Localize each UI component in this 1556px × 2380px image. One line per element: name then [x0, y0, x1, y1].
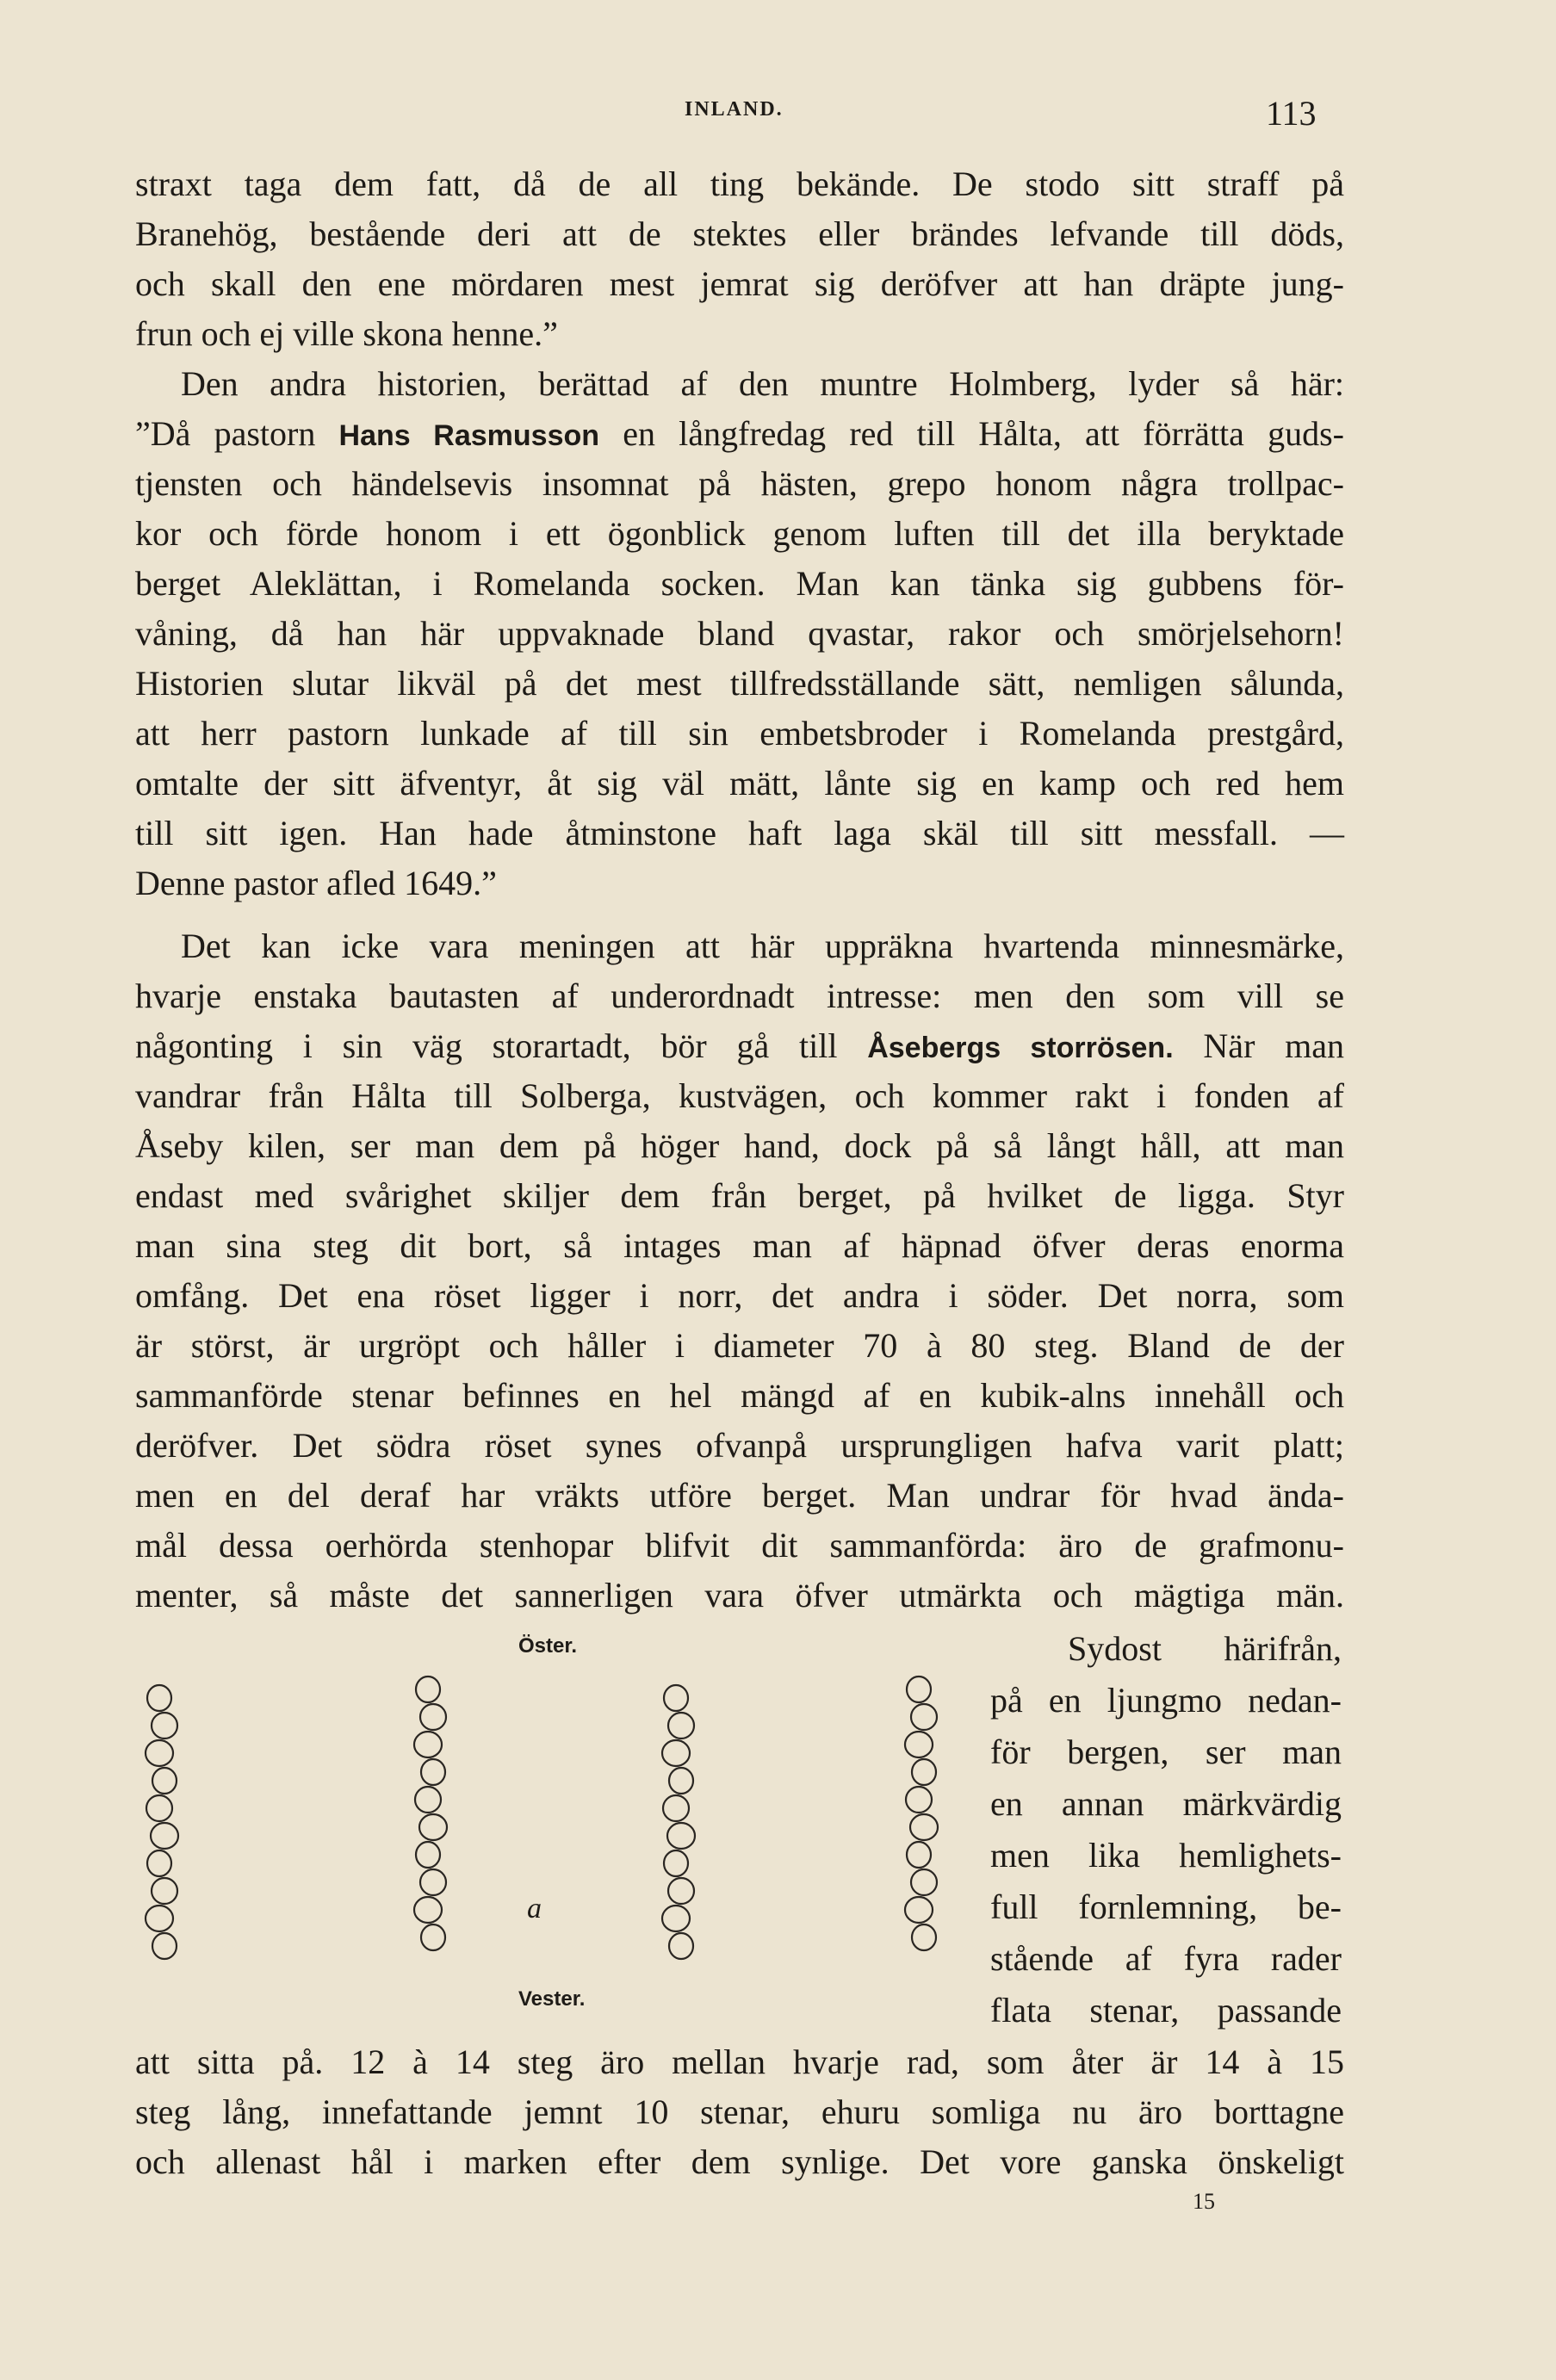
stone-mark	[905, 1897, 933, 1923]
spaced-name: Hans Rasmusson	[338, 419, 600, 452]
side-text-line: men lika hemlighets-	[990, 1836, 1342, 1875]
stone-mark	[147, 1685, 171, 1711]
stone-mark	[664, 1685, 688, 1711]
text-line: våning, då han här uppvaknade bland qvastar, rakor och smörjelsehorn!	[135, 614, 1344, 653]
text-line: menter, så måste det sannerligen vara öfver utmärkta och mägtiga män.	[135, 1576, 1344, 1615]
text-line: endast med svårighet skiljer dem från berget, på hvilket de ligga. Styr	[135, 1176, 1344, 1215]
stone-mark	[912, 1924, 936, 1950]
text-line: frun och ej ville skona henne.”	[135, 314, 558, 353]
stone-mark	[668, 1713, 694, 1739]
text-line: omfång. Det ena röset ligger i norr, det andra i söder. Det norra, som	[135, 1276, 1344, 1315]
side-text-line: stående af fyra rader	[990, 1939, 1342, 1978]
text-line: men en del deraf har vräkts utföre berget. Man undrar för hvad ända-	[135, 1476, 1344, 1515]
stone-mark	[910, 1814, 938, 1840]
stone-mark	[416, 1677, 440, 1702]
side-text-line: en annan märkvärdig	[990, 1784, 1342, 1823]
side-text-line: Sydost härifrån,	[1068, 1629, 1342, 1668]
text-line: och skall den ene mördaren mest jemrat sig deröfver att han dräpte jung-	[135, 264, 1344, 303]
text-line-pastor	[135, 409, 1344, 459]
stone-mark	[419, 1814, 447, 1840]
stone-mark	[907, 1677, 931, 1702]
text-line: mål dessa oerhörda stenhopar blifvit dit sammanförda: äro de grafmonu-	[135, 1526, 1344, 1565]
stone-mark	[152, 1713, 177, 1739]
stone-mark	[911, 1704, 937, 1730]
stone-mark	[668, 1878, 694, 1904]
stone-mark	[152, 1768, 177, 1794]
stone-mark	[907, 1842, 931, 1868]
side-text-line: full fornlemning, be-	[990, 1887, 1342, 1926]
stone-mark	[416, 1842, 440, 1868]
text-line: vandrar från Hålta till Solberga, kustvägen, och kommer rakt i fonden af	[135, 1076, 1344, 1115]
figure-label-east: Öster.	[518, 1634, 578, 1658]
stone-mark	[420, 1869, 446, 1895]
text-line: man sina steg dit bort, så intages man af häpnad öfver deras enorma	[135, 1226, 1344, 1265]
stone-mark	[421, 1924, 445, 1950]
text-segment: en långfredag red till Hålta, att förrätta guds-	[623, 414, 1344, 453]
figure-label-west: Vester.	[518, 1987, 586, 2011]
stone-rows-figure	[129, 1634, 982, 2022]
stone-mark	[662, 1740, 690, 1766]
stone-mark	[911, 1869, 937, 1895]
text-line: Det kan icke vara meningen att här uppräkna hvartenda minnesmärke,	[181, 927, 1344, 965]
text-line: tjensten och händelsevis insomnat på hästen, grepo honom några trollpac-	[135, 464, 1344, 503]
text-line: kor och förde honom i ett ögonblick genom luften till det illa beryktade	[135, 514, 1344, 553]
stone-mark	[414, 1732, 442, 1757]
text-line: och allenast hål i marken efter dem synlige. Det vore ganska önskeligt	[135, 2142, 1344, 2181]
side-text-line: på en ljungmo nedan-	[990, 1681, 1342, 1720]
stone-mark	[414, 1897, 442, 1923]
stone-mark	[146, 1906, 173, 1931]
text-segment: När man	[1203, 1026, 1345, 1065]
side-text-line: flata stenar, passande	[990, 1991, 1342, 2030]
text-line: hvarje enstaka bautasten af underordnadt intresse: men den som vill se	[135, 976, 1344, 1015]
stone-mark	[669, 1933, 693, 1959]
figure-letter: a	[527, 1893, 542, 1924]
stone-mark	[912, 1759, 936, 1785]
stone-mark	[146, 1740, 173, 1766]
stone-mark	[151, 1823, 178, 1849]
stone-mark	[667, 1823, 695, 1849]
page-header	[0, 93, 1556, 136]
text-line: att herr pastorn lunkade af till sin embetsbroder i Romelanda prestgård,	[135, 714, 1344, 753]
text-line: berget Aleklättan, i Romelanda socken. Man kan tänka sig gubbens för-	[135, 564, 1344, 603]
spaced-name: Åsebergs storrösen.	[867, 1032, 1174, 1064]
text-segment: någonting i sin väg storartadt, bör gå till	[135, 1026, 838, 1065]
stone-mark	[415, 1787, 441, 1813]
stone-mark	[152, 1878, 177, 1904]
text-line: straxt taga dem fatt, då de all ting bekände. De stodo sitt straff på	[135, 164, 1344, 203]
page-number: 113	[1266, 94, 1317, 133]
text-line: omtalte der sitt äfventyr, åt sig väl mätt, lånte sig en kamp och red hem	[135, 764, 1344, 803]
stone-mark	[420, 1704, 446, 1730]
text-line: Branehög, bestående deri att de stektes eller brändes lefvande till döds,	[135, 214, 1344, 253]
text-line: att sitta på. 12 à 14 steg äro mellan hvarje rad, som åter är 14 à 15	[135, 2042, 1344, 2081]
stone-mark	[664, 1850, 688, 1876]
text-line: deröfver. Det södra röset synes ofvanpå ursprungligen hafva varit platt;	[135, 1426, 1344, 1465]
stone-mark	[669, 1768, 693, 1794]
stone-mark	[662, 1906, 690, 1931]
stone-mark	[905, 1732, 933, 1757]
stone-mark	[906, 1787, 932, 1813]
text-line: Den andra historien, berättad af den muntre Holmberg, lyder så här:	[181, 364, 1344, 403]
text-line: till sitt igen. Han hade åtminstone haft laga skäl till sitt messfall. —	[135, 814, 1344, 852]
text-line: Denne pastor afled 1649.”	[135, 864, 497, 902]
text-line: steg lång, innefattande jemnt 10 stenar, ehuru somliga nu äro borttagne	[135, 2092, 1344, 2131]
text-line-rosen	[135, 1021, 1344, 1071]
text-line: sammanförde stenar befinnes en hel mängd af en kubik-alns innehåll och	[135, 1376, 1344, 1415]
side-text-line: för bergen, ser man	[990, 1732, 1342, 1771]
stone-mark	[152, 1933, 177, 1959]
text-segment: ”Då pastorn	[135, 414, 316, 453]
stone-mark	[147, 1850, 171, 1876]
stone-mark	[421, 1759, 445, 1785]
stone-mark	[663, 1795, 689, 1821]
stone-mark	[146, 1795, 172, 1821]
printer-signature: 15	[1193, 2189, 1215, 2214]
running-head: INLAND.	[685, 98, 784, 121]
text-line: Historien slutar likväl på det mest tillfredsställande sätt, nemligen sålunda,	[135, 664, 1344, 703]
text-line: är störst, är urgröpt och håller i diameter 70 à 80 steg. Bland de der	[135, 1326, 1344, 1365]
stone-rows-drawing	[129, 1634, 982, 2022]
text-line: Åseby kilen, ser man dem på höger hand, dock på så långt håll, att man	[135, 1126, 1344, 1165]
